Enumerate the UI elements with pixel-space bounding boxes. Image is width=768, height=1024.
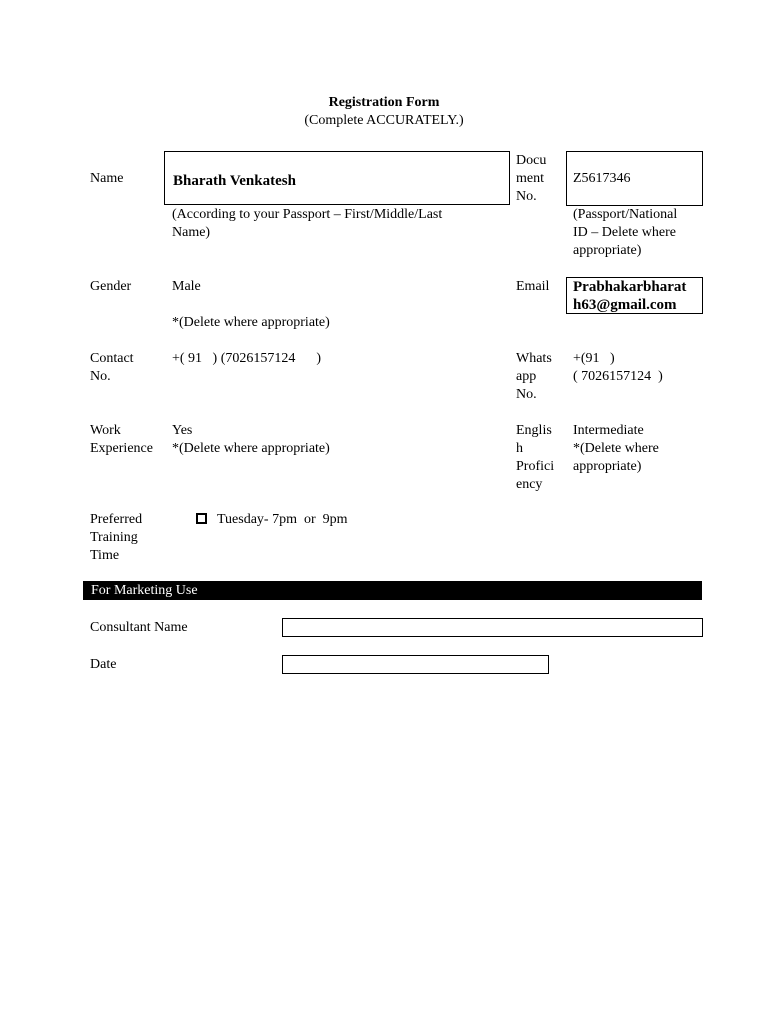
contact-label-line2: No. (90, 369, 111, 384)
document-label-line3: No. (516, 189, 537, 204)
email-value-line2: h63@gmail.com (573, 297, 677, 313)
gender-value[interactable]: Male (172, 279, 201, 294)
training-label-line2: Training (90, 530, 138, 545)
name-hint-line1: (According to your Passport – First/Middle/Last (172, 207, 443, 222)
document-label-line1: Docu (516, 153, 547, 168)
training-option-label: Tuesday- 7pm or 9pm (217, 512, 348, 527)
document-hint-line1: (Passport/National (573, 207, 678, 222)
email-value-line1: Prabhakarbharat (573, 279, 687, 295)
training-checkbox[interactable] (196, 513, 207, 524)
document-field[interactable] (566, 151, 703, 206)
marketing-section-label: For Marketing Use (91, 583, 198, 598)
english-label-line1: Englis (516, 423, 552, 438)
name-label: Name (90, 171, 124, 186)
work-value[interactable]: Yes (172, 423, 193, 438)
consultant-name-label: Consultant Name (90, 620, 188, 635)
name-value: Bharath Venkatesh (173, 173, 296, 189)
consultant-name-field[interactable] (282, 618, 703, 637)
contact-value[interactable]: +( 91 ) (7026157124 ) (172, 351, 322, 366)
date-label: Date (90, 657, 117, 672)
form-subtitle: (Complete ACCURATELY.) (304, 113, 464, 128)
document-label-line2: ment (516, 171, 544, 186)
english-value[interactable]: Intermediate (573, 423, 644, 438)
contact-label-line1: Contact (90, 351, 134, 366)
english-label-line3: Profici (516, 459, 555, 474)
work-label-line1: Work (90, 423, 121, 438)
marketing-section-bar (83, 581, 702, 600)
document-hint-line2: ID – Delete where (573, 225, 677, 240)
work-hint: *(Delete where appropriate) (172, 441, 330, 456)
english-label-line2: h (516, 441, 523, 456)
whatsapp-label-line1: Whats (516, 351, 552, 366)
document-hint-line3: appropriate) (573, 243, 642, 258)
whatsapp-value-line2[interactable]: ( 7026157124 ) (573, 369, 663, 384)
english-label-line4: ency (516, 477, 543, 492)
email-field[interactable] (566, 277, 703, 314)
gender-label: Gender (90, 279, 132, 294)
whatsapp-label-line3: No. (516, 387, 537, 402)
english-hint-line2: appropriate) (573, 459, 642, 474)
whatsapp-value-line1[interactable]: +(91 ) (573, 351, 615, 366)
date-field[interactable] (282, 655, 549, 674)
name-field[interactable] (164, 151, 510, 205)
training-label-line1: Preferred (90, 512, 143, 527)
email-label: Email (516, 279, 550, 294)
english-hint-line1: *(Delete where (573, 441, 659, 456)
gender-hint: *(Delete where appropriate) (172, 315, 330, 330)
training-label-line3: Time (90, 548, 120, 563)
work-label-line2: Experience (90, 441, 153, 456)
form-title: Registration Form (328, 95, 440, 110)
document-value: Z5617346 (573, 171, 631, 186)
name-hint-line2: Name) (172, 225, 211, 240)
whatsapp-label-line2: app (516, 369, 537, 384)
